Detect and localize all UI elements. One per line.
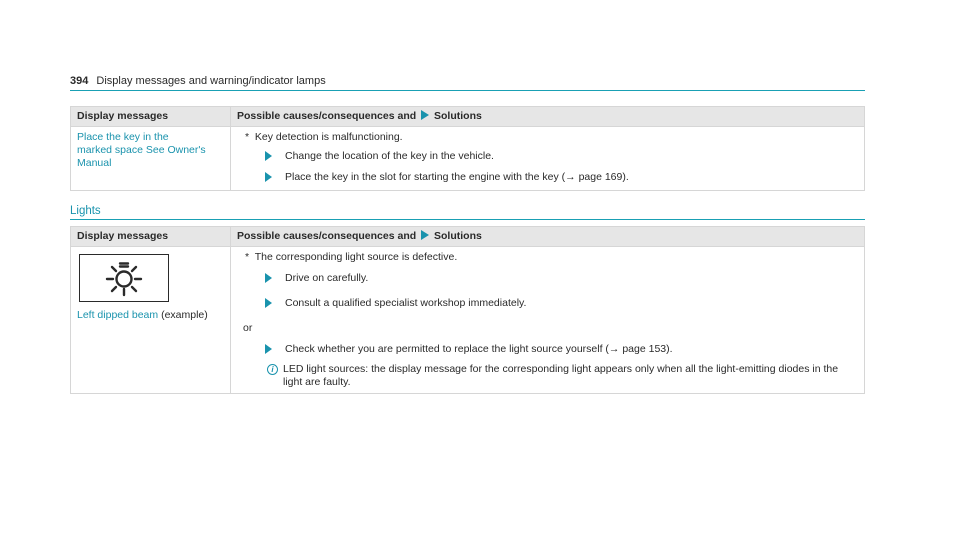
table-header-row xyxy=(71,107,865,127)
solution-step xyxy=(265,297,858,312)
display-message: Left dipped beam xyxy=(77,309,159,321)
column-header-causes: Possible causes/consequences and xyxy=(237,230,417,242)
table-header-row xyxy=(71,227,865,247)
column-header-solutions: Solutions xyxy=(434,230,482,242)
solution-step xyxy=(265,171,858,186)
solution-step-text: Drive on carefully. xyxy=(285,272,369,284)
solution-step-text: Place the key in the slot for starting the engine with the key (→ page 169). xyxy=(285,171,629,183)
column-header-causes-solutions xyxy=(231,107,865,127)
column-header-causes: Possible causes/consequences and xyxy=(237,110,417,122)
solution-step-text: Consult a qualified specialist workshop immediately. xyxy=(285,297,527,309)
or-text: or xyxy=(243,322,253,334)
display-messages-table-key xyxy=(70,106,865,191)
table-row xyxy=(71,127,865,191)
page-header-title: Display messages and warning/indicator lamps xyxy=(96,75,326,87)
display-message-suffix: (example) xyxy=(161,309,208,321)
column-header-display-messages: Display messages xyxy=(71,107,231,127)
column-header-solutions: Solutions xyxy=(434,110,482,122)
solution-cell xyxy=(231,127,865,191)
info-note-text: LED light sources: the display message for the corresponding light appears only when all the light-emitting diodes in the light are faulty. xyxy=(283,363,839,388)
solution-step xyxy=(265,150,858,165)
page-header xyxy=(70,74,865,91)
light-bulb-icon xyxy=(80,255,168,301)
section-title-lights: Lights xyxy=(70,204,865,220)
solution-step xyxy=(265,343,858,358)
step-arrow-icon xyxy=(265,273,272,283)
step-arrow-icon xyxy=(265,172,272,182)
cause-text: * The corresponding light source is defective. xyxy=(245,251,458,263)
solution-arrow-icon xyxy=(421,110,429,120)
column-header-causes-solutions xyxy=(231,227,865,247)
info-icon: i xyxy=(267,364,278,375)
message-cell xyxy=(71,247,231,394)
solution-step-text: Change the location of the key in the vehicle. xyxy=(285,150,494,162)
display-message-line: marked space See Owner's xyxy=(77,144,206,156)
page-number: 394 xyxy=(70,75,89,87)
step-arrow-icon xyxy=(265,151,272,161)
solution-arrow-icon xyxy=(421,230,429,240)
display-messages-table-lights xyxy=(70,226,865,394)
cause-text: * Key detection is malfunctioning. xyxy=(245,131,403,143)
display-message-line: Manual xyxy=(77,157,112,169)
step-arrow-icon xyxy=(265,298,272,308)
message-cell xyxy=(71,127,231,191)
step-arrow-icon xyxy=(265,344,272,354)
column-header-display-messages: Display messages xyxy=(71,227,231,247)
table-row xyxy=(71,247,865,394)
display-message-line: Place the key in the xyxy=(77,131,169,143)
solution-cell xyxy=(231,247,865,394)
info-note xyxy=(267,363,858,389)
lamp-display-box xyxy=(79,254,169,302)
solution-step xyxy=(265,272,858,287)
solution-step-text: Check whether you are permitted to replace the light source yourself (→ page 153). xyxy=(285,343,673,355)
